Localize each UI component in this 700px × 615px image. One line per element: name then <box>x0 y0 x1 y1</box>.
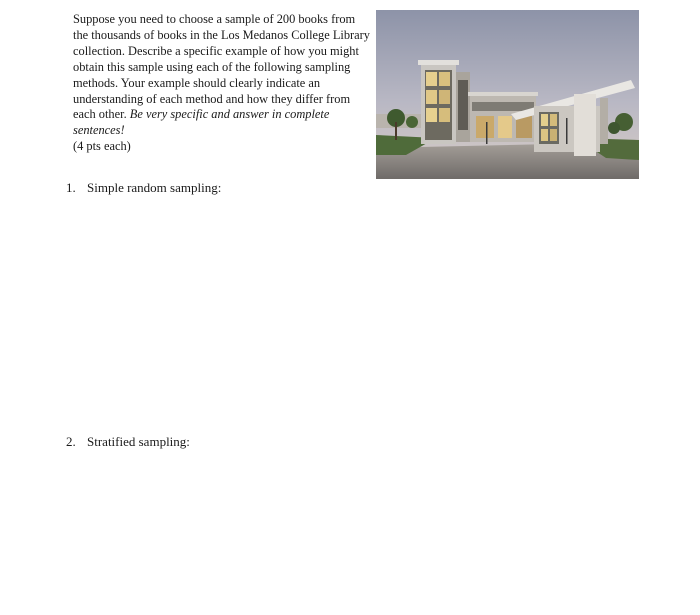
instructions-paragraph <box>73 12 373 155</box>
points-note: (4 pts each) <box>73 139 131 154</box>
question-2-label: Stratified sampling: <box>87 434 190 449</box>
instructions-text: Suppose you need to choose a sample of 200 books from the thousands of books in the Los Medanos College Library collection. Describe a specific example of how you might obtain this sample using each of the following sampling methods. Your example should clearly indicate an understanding of each method and how they differ from each other. <box>73 12 370 122</box>
question-1-number: 1. <box>66 180 76 195</box>
library-building-photo <box>376 10 639 179</box>
question-2 <box>66 434 190 450</box>
question-1-label: Simple random sampling: <box>87 180 222 195</box>
question-1 <box>66 180 221 196</box>
question-2-number: 2. <box>66 434 76 449</box>
instructions-emphasis: Be very specific and answer in complete sentences! <box>73 107 330 138</box>
